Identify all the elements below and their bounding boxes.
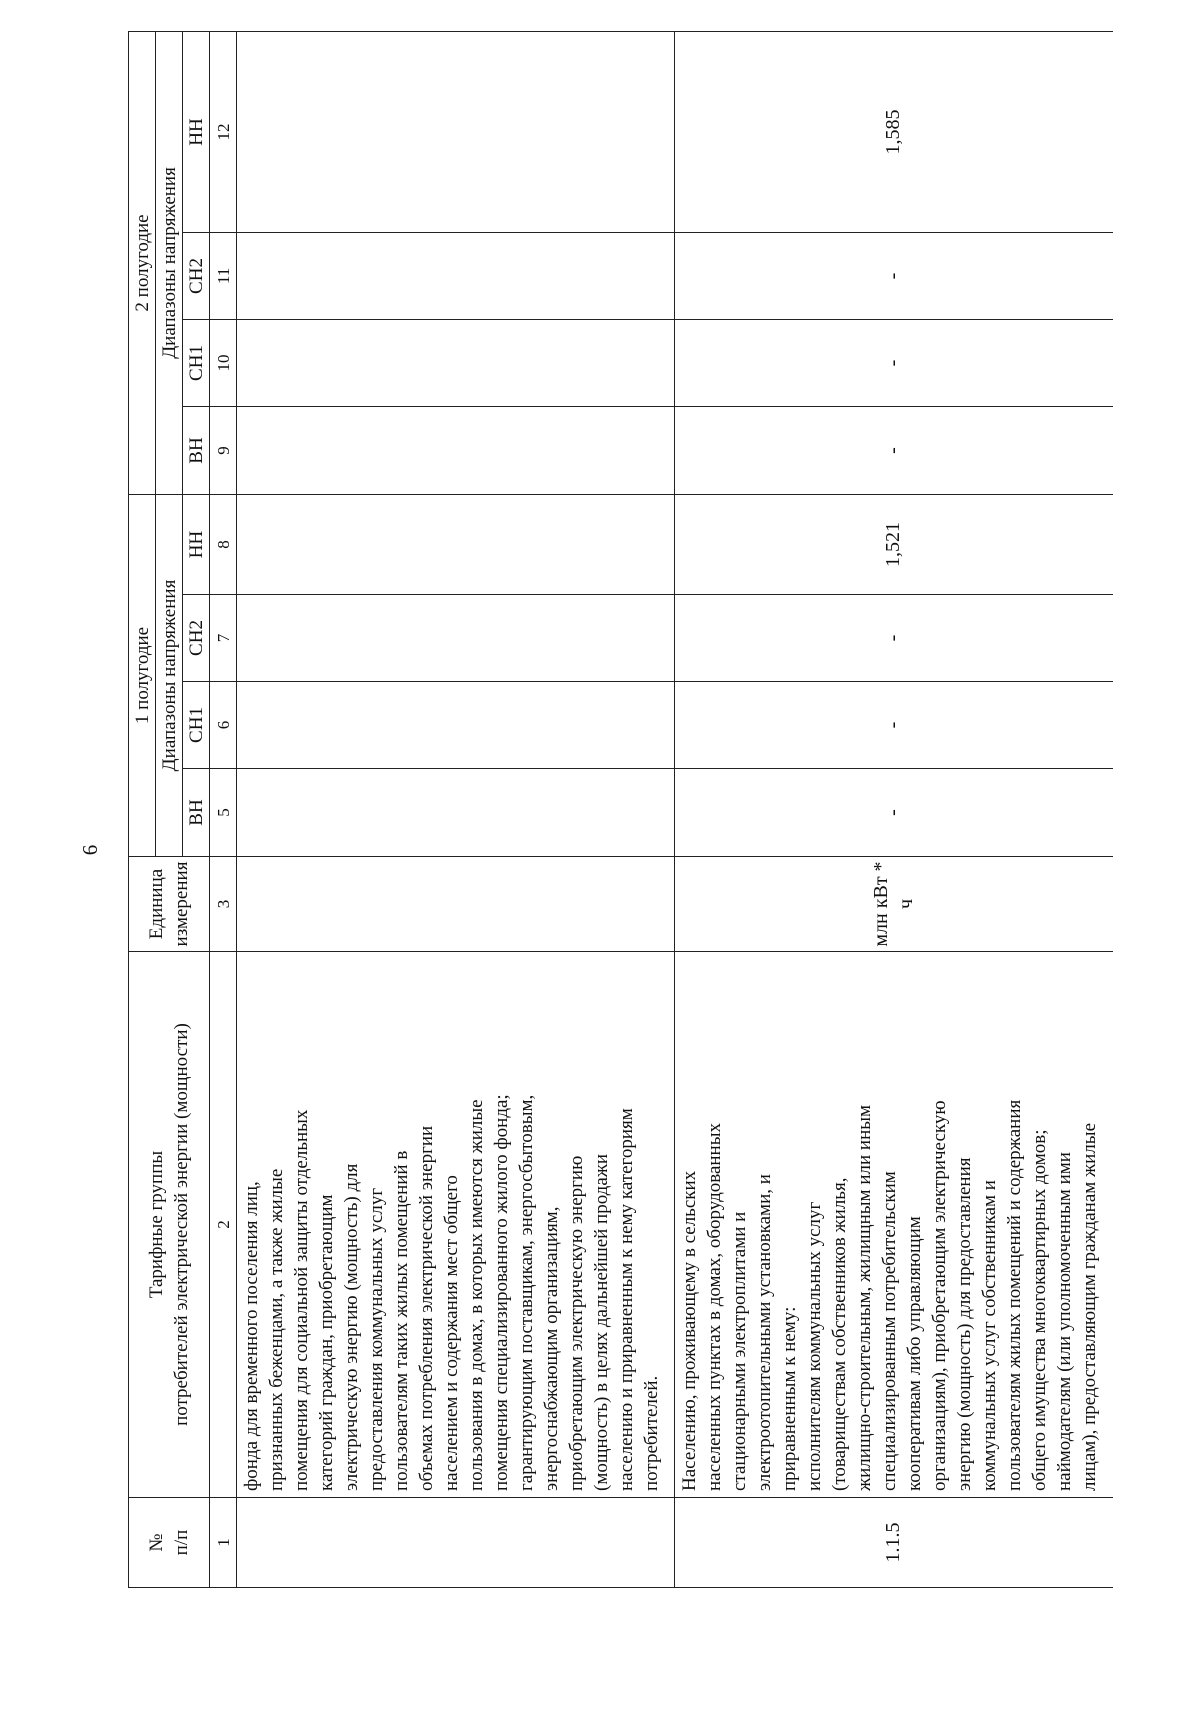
text-line: фонда для временного поселения лиц, [241,1181,262,1491]
text-line: пользователям таких жилых помещений в [391,1150,412,1491]
col-number: 9 [210,406,237,494]
col-number: 7 [210,595,237,682]
text-line: категорий граждан, приобретающим [316,1194,337,1491]
text-line: (товариществам собственников жилья, [829,1177,850,1491]
row-description [675,952,1113,1498]
text-line: признанных беженцами, а также жилые [266,1168,287,1491]
text-line: наймодателям (или уполномоченным ими [1054,1152,1075,1491]
text-line: потребителей. [641,1375,662,1491]
header-sn1-1: СН1 [183,682,210,769]
header-nn-1: НН [183,494,210,594]
text-line: исполнителям коммунальных услуг [804,1201,825,1491]
text-line: объемах потребления электрической энергии [416,1125,437,1491]
text-line: помещения специализированного жилого фонда; [491,1094,512,1491]
table-row [675,31,1113,1587]
text-line: стационарными электроплитами и [729,1211,750,1491]
value-cell: 1,585 [675,31,1113,232]
col-number: 11 [210,232,237,319]
header-unit [129,857,210,952]
value-cell: 1,521 [675,494,1113,594]
text-line: Населению, проживающему в сельских [679,1170,700,1491]
text-line: электрическую энергию (мощность) для [341,1163,362,1491]
text-line: специализированным потребительским [879,1171,900,1491]
header-half2: 2 полугодие [129,31,156,494]
col-number: 12 [210,31,237,232]
text-line: приравненным к нему: [779,1306,800,1491]
value-cell: - [675,232,1113,319]
text-line: коммунальных услуг собственникам и [979,1180,1000,1491]
header-ranges-2: Диапазоны напряжения [156,31,183,494]
text-line: лицам), предоставляющим гражданам жилые [1079,1122,1100,1491]
col-number: 2 [210,952,237,1498]
header-half1: 1 полугодие [129,494,156,856]
value-cell: - [675,595,1113,682]
col-number: 3 [210,857,237,952]
value-cell [237,595,675,682]
text-line: энергоснабжающим организациям, [541,1206,562,1491]
text-line: помещения для социальной защиты отдельных [291,1109,312,1491]
col-number: 10 [210,319,237,406]
text-line: пользователям жилых помещений и содержания [1004,1099,1025,1491]
text-line: гарантирующим поставщикам, энергосбытовым, [516,1094,537,1491]
col-number: 6 [210,682,237,769]
value-cell [237,232,675,319]
value-cell: - [675,406,1113,494]
text-line: населению и приравненным к нему категориям [616,1108,637,1491]
text-line: организациям), приобретающим электрическую [929,1100,950,1491]
header-groups-l2: потребителей электрической энергии (мощности) [171,1023,192,1426]
header-nn-2: НН [183,31,210,232]
col-number: 5 [210,769,237,857]
text-line: энергию (мощность) для предоставления [954,1157,975,1491]
header-vn-1: ВН [183,769,210,857]
value-cell [237,494,675,594]
row-unit: млн кВт * ч [675,857,1113,952]
value-cell [237,319,675,406]
text-line: жилищно-строительным, жилищным или иным [854,1104,875,1491]
header-unit-l2: измерения [171,861,192,947]
value-cell [237,406,675,494]
row-number [237,1498,675,1588]
header-vn-2: ВН [183,406,210,494]
table-row [237,31,675,1587]
header-no-l1: № [146,1533,167,1552]
text-line: (мощность) в целях дальнейшей продажи [591,1153,612,1491]
text-line: предоставления коммунальных услуг [366,1187,387,1491]
text-line: пользования в домах, в которых имеются жилые [466,1099,487,1491]
header-sn1-2: СН1 [183,319,210,406]
value-cell: - [675,682,1113,769]
header-sn2-1: СН2 [183,595,210,682]
text-line: населением и содержания мест общего [441,1175,462,1491]
header-sn2-2: СН2 [183,232,210,319]
text-line: приобретающим электрическую энергию [566,1155,587,1491]
page-number: 6 [78,844,102,856]
header-ranges-1: Диапазоны напряжения [156,494,183,856]
header-groups [129,952,210,1498]
text-line: кооперативам либо управляющим [904,1216,925,1491]
text-line: электроотопительными установками, и [754,1174,775,1491]
text-line: населенных пунктах в домах, оборудованных [704,1123,725,1491]
value-cell: - [675,319,1113,406]
value-cell [237,31,675,232]
row-unit [237,857,675,952]
value-cell [237,769,675,857]
col-number: 1 [210,1498,237,1588]
col-number: 8 [210,494,237,594]
header-no [129,1498,210,1588]
rotated-table-wrapper [128,109,1108,1588]
text-line: общего имущества многоквартирных домов; [1029,1129,1050,1491]
row-description [237,952,675,1498]
header-groups-l1: Тарифные группы [146,1150,167,1299]
value-cell [237,682,675,769]
row-number: 1.1.5 [675,1498,1113,1588]
header-unit-l1: Единица [146,868,167,940]
header-no-l2: п/п [171,1529,192,1556]
value-cell: - [675,769,1113,857]
tariff-table [128,31,1113,1588]
